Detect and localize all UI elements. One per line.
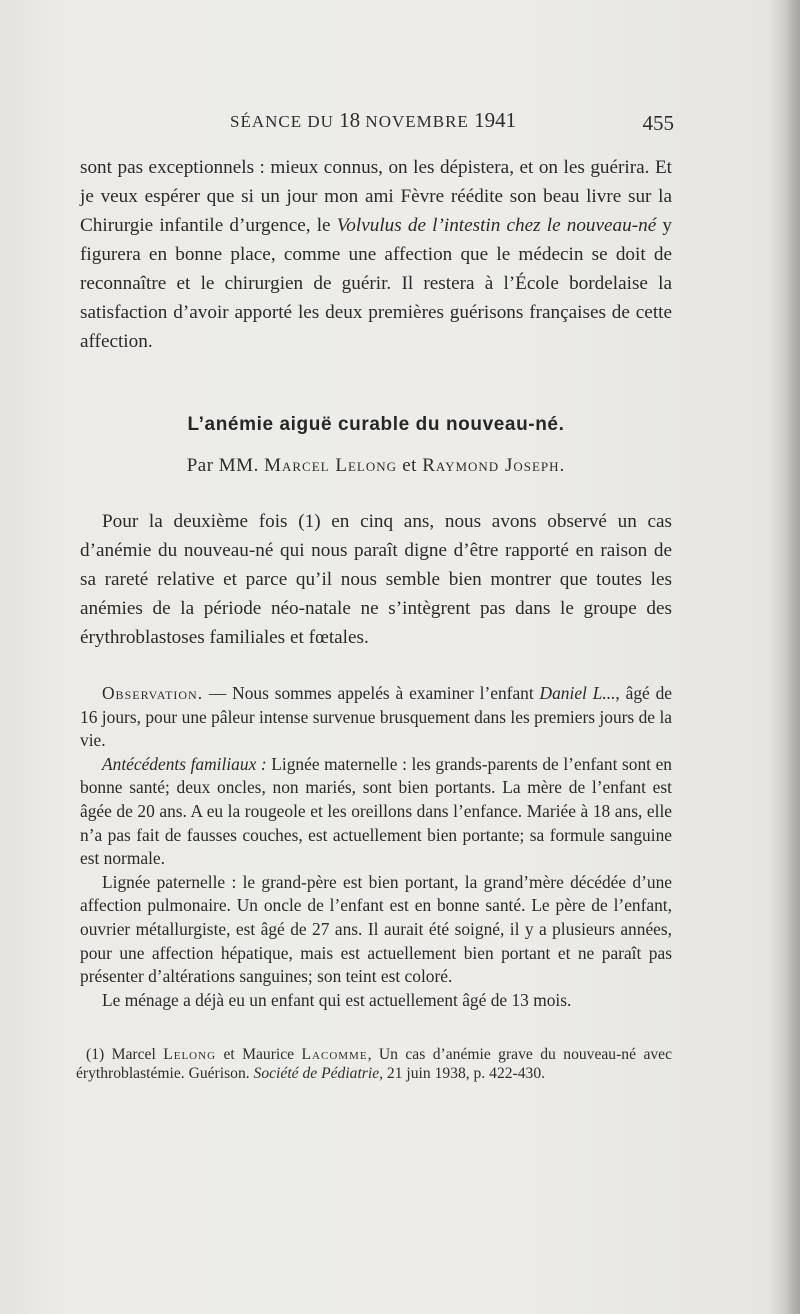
household-paragraph: Le ménage a déjà eu un enfant qui est actuellement âgé de 13 mois. — [102, 989, 572, 1010]
antecedents-paragraph — [80, 753, 672, 871]
paternal-paragraph: Lignée paternelle : le grand-père est bien portant, la grand’mère décédée d’une affection pulmonaire. Un oncle de l’enfant est en bonne santé. Le père de l’enfant, ouvrier métallurgiste, est âgé de 27 ans. Il aurait été soigné, il y a plusieurs années, pour une affection hépatique, mais est actuellement bien portant et ne paraît pas présenter d’altérations sanguines; son teint est coloré. — [80, 871, 672, 987]
footnote — [76, 1045, 672, 1083]
observation-section — [80, 682, 672, 1012]
article-title: L’anémie aiguë curable du nouveau-né. — [187, 414, 565, 435]
footnote-author-2: Lacomme — [301, 1046, 368, 1063]
observation-label: Observation. — [102, 683, 204, 703]
intro-text-2: y figurera en bonne place, comme une affection que le médecin se doit de reconnaître et le chirurgien de guérir. Il restera à l’École bordelaise la satisfaction d’avoir apporté les deux premières guérisons françaises de cette affection. — [80, 215, 672, 352]
observation-text-2: , âgé de 16 jours, pour une pâleur intense survenue brusquement dans les premiers jours de la vie. — [80, 683, 672, 751]
footnote-conjunction: et Maurice — [216, 1046, 302, 1063]
authors-prefix: Par MM. — [186, 455, 265, 476]
antecedents-label: Antécédents familiaux : — [102, 753, 267, 774]
intro-section — [80, 153, 672, 356]
intro-paragraph — [80, 153, 672, 356]
body-intro-section — [80, 507, 672, 652]
running-head — [230, 108, 516, 133]
running-head-day: 18 — [339, 108, 361, 132]
page-edge-shadow — [786, 0, 800, 1314]
author-1: Marcel Lelong — [264, 455, 397, 476]
intro-italic-title: Volvulus de l’intestin chez le nouveau-né — [336, 215, 657, 236]
footnote-end: 21 juin 1938, p. 422-430. — [383, 1065, 546, 1082]
footnote-text: , Un cas d’anémie grave du nouveau-né avec érythroblastémie. Guérison. — [76, 1046, 672, 1082]
patient-name: Daniel L... — [539, 683, 616, 703]
footnote-journal: Société de Pédiatrie, — [253, 1065, 384, 1082]
observation-text-1: — Nous sommes appelés à examiner l’enfant — [203, 683, 540, 703]
authors-conjunction: et — [397, 455, 423, 476]
author-2: Raymond Joseph. — [422, 455, 566, 476]
footnote-author-1: Lelong — [163, 1046, 217, 1063]
page-header — [80, 108, 674, 138]
running-head-month: NOVEMBRE — [360, 112, 475, 131]
intro-text-1: sont pas exceptionnels : mieux connus, on les dépistera, et on les guérira. Et je veux espérer que si un jour mon ami Fèvre réédite son beau livre sur la Chirurgie infantile d’urgence, le — [80, 157, 672, 236]
running-head-prefix: SÉANCE DU — [230, 112, 340, 131]
running-head-year: 1941 — [474, 108, 517, 132]
footnote-start: (1) Marcel — [86, 1046, 164, 1063]
article-authors — [80, 455, 672, 477]
antecedents-text: Lignée maternelle : les grands-parents de l’enfant sont en bonne santé; deux oncles, non mariés, sont bien portants. La mère de l’enfant est âgée de 20 ans. A eu la rougeole et les oreillons dans l’enfance. Mariée à 18 ans, elle n’a pas fait de fausses couches, est actuellement bien portante; sa formule sanguine est normale. — [80, 753, 672, 869]
observation-paragraph — [80, 682, 672, 753]
body-paragraph-1: Pour la deuxième fois (1) en cinq ans, nous avons observé un cas d’anémie du nouveau-né qui nous paraît digne d’être rapporté en raison de sa rareté relative et parce qu’il nous semble bien montrer que toutes les anémies de la période néo-natale ne s’intègrent pas dans le groupe des érythroblastoses familiales et fœtales. — [80, 511, 672, 648]
page-number: 455 — [642, 111, 674, 135]
